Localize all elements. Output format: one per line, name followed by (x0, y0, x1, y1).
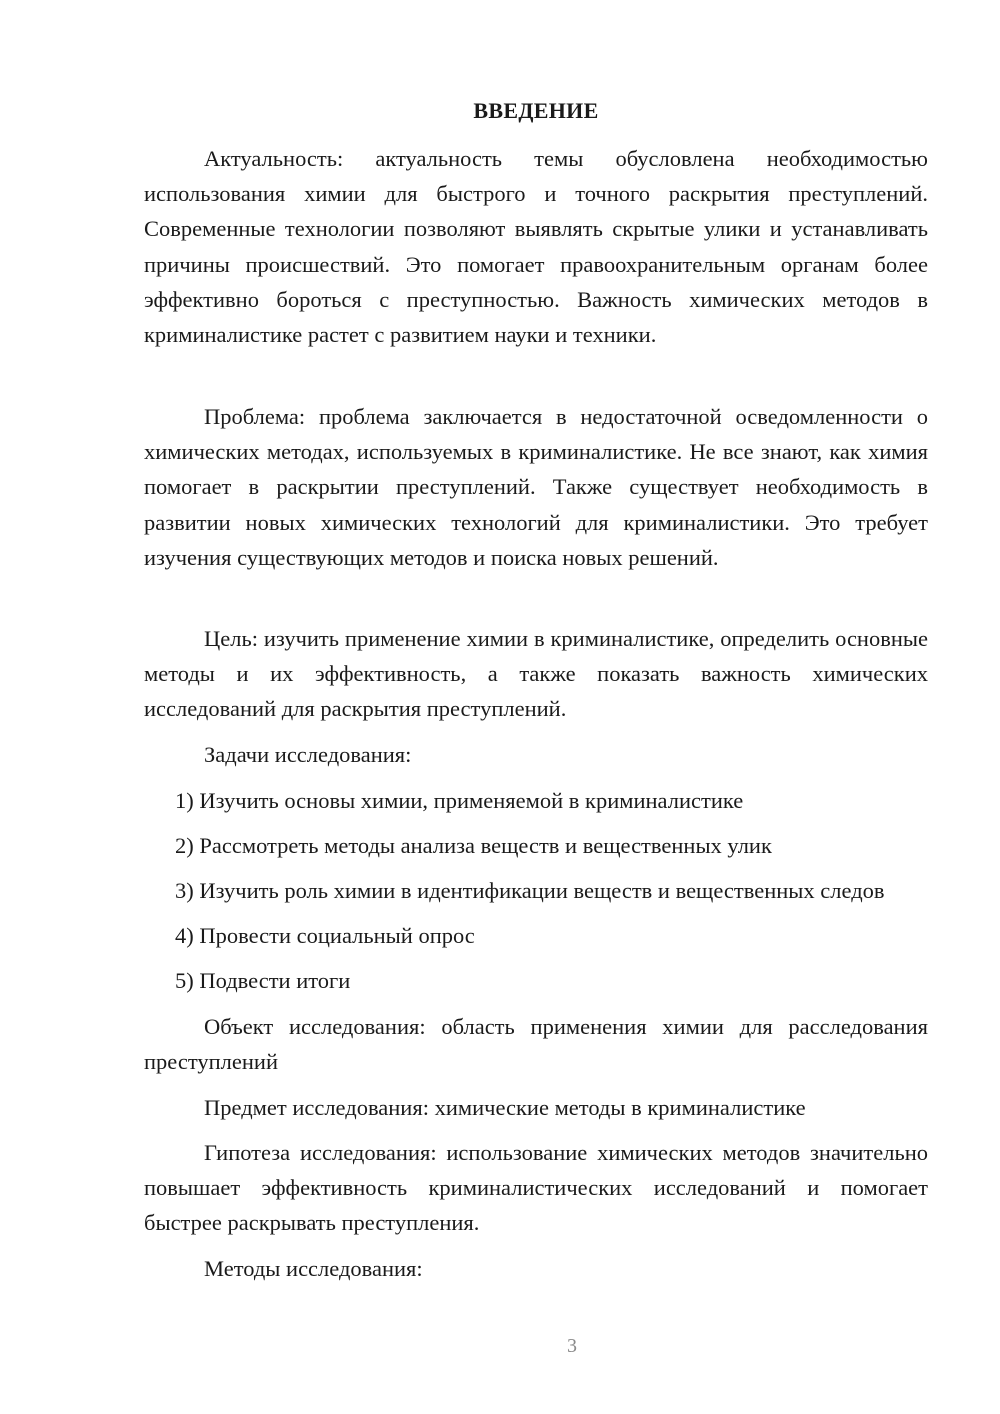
tasks-title: Задачи исследования: (204, 742, 412, 767)
paragraph-relevance: Актуальность: актуальность темы обусловлена необходимостью использования химии для быстрого и точного раскрытия преступлений. Современные технологии позволяют выявлять скрытые улики и устанавливать причины происшествий. Это помогает правоохранительным органам более эффективно бороться с преступностью. Важность химических методов в криминалистике растет с развитием науки и техники. (144, 146, 928, 348)
page-number: 3 (567, 1335, 577, 1357)
paragraph-hypothesis: Гипотеза исследования: использование химических методов значительно повышает эффективность криминалистических исследований и помогает быстрее раскрывать преступления. (144, 1140, 928, 1236)
methods-title: Методы исследования: (204, 1256, 423, 1281)
list-item: 3) Изучить роль химии в идентификации веществ и вещественных следов (175, 878, 885, 903)
paragraph-subject: Предмет исследования: химические методы в криминалистике (204, 1095, 806, 1120)
list-item: 4) Провести социальный опрос (175, 923, 475, 948)
paragraph-problem: Проблема: проблема заключается в недостаточной осведомленности о химических методах, используемых в криминалистике. Не все знают, как химия помогает в раскрытии преступлений. Также существует необходимость в развитии новых химических технологий для криминалистики. Это требует изучения существующих методов и поиска новых решений. (144, 404, 928, 570)
page-title: ВВЕДЕНИЕ (473, 98, 599, 123)
list-item: 2) Рассмотреть методы анализа веществ и вещественных улик (175, 833, 772, 858)
paragraph-goal: Цель: изучить применение химии в криминалистике, определить основные методы и их эффективность, а также показать важность химических исследований для раскрытия преступлений. (144, 626, 928, 722)
paragraph-object: Объект исследования: область применения химии для расследования преступлений (144, 1014, 928, 1075)
list-item: 5) Подвести итоги (175, 968, 351, 993)
list-item: 1) Изучить основы химии, применяемой в криминалистике (175, 788, 744, 813)
